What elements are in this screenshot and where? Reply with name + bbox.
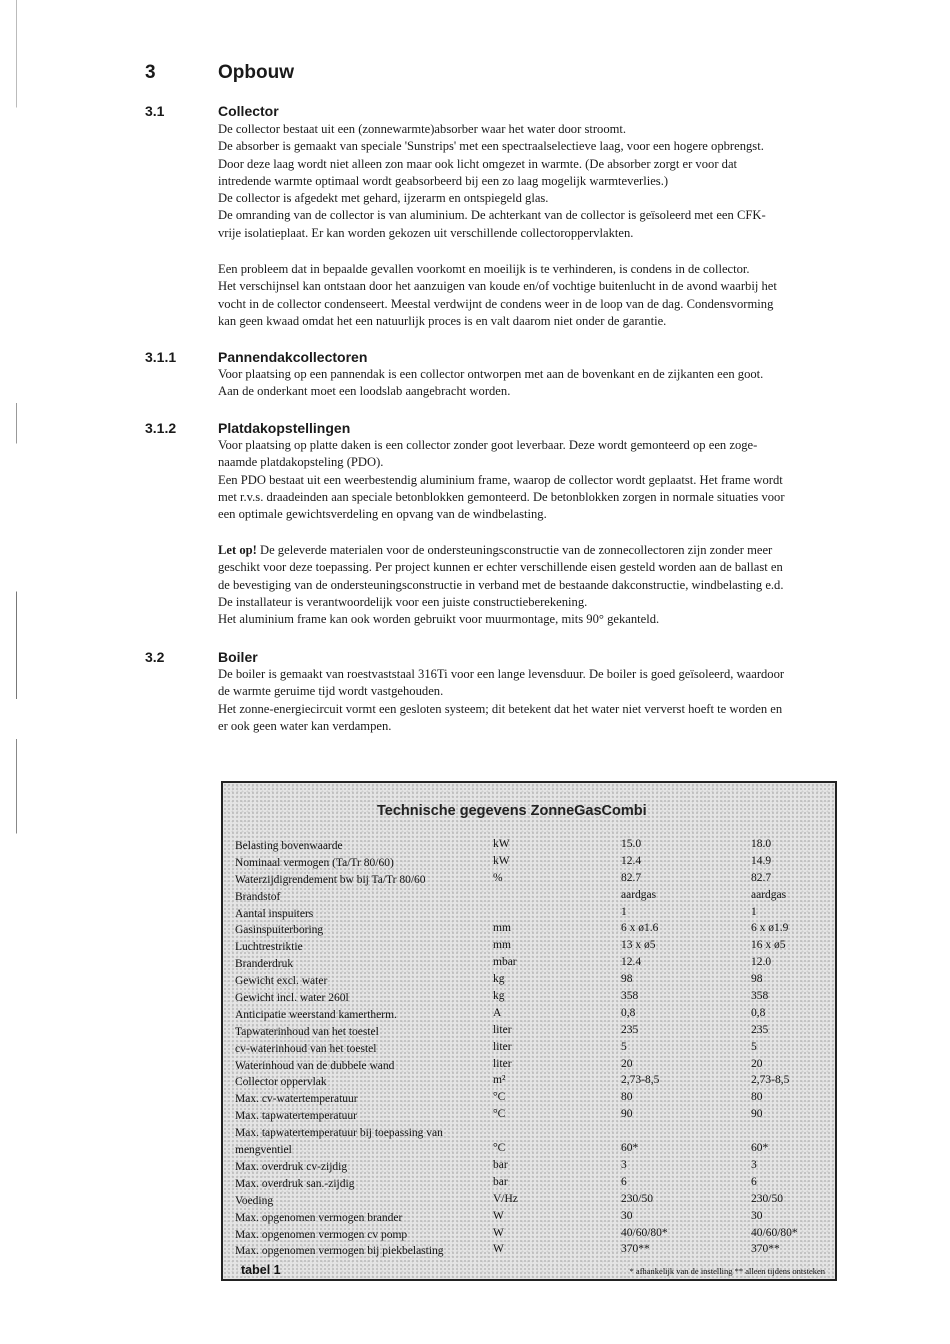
- table-row: [223, 1159, 835, 1176]
- boiler-paragraph: De boiler is gemaakt van roestvaststaal 316Ti voor een lange levensduur. De boiler is goed geïsoleerd, waardoor de warmte geruime tijd wordt vastgehouden. Het zonne-energiecircuit vormt een gesloten systeem; dit betekent dat het water niet ververst hoeft te worden en er ook geen water kan verdampen.: [218, 667, 785, 733]
- table-row: [223, 973, 835, 990]
- table-row: [223, 1176, 835, 1193]
- row-label: Waterzijdigrendement bw bij Ta/Tr 80/60: [235, 873, 426, 886]
- platdak-paragraph-1: Voor plaatsing op platte daken is een collector zonder goot leverbaar. Deze wordt gemonteerd op een zoge- naamde platdakopsteling (PDO). Een PDO bestaat uit een weerbestendig aluminium frame, waarop de collector wordt geplaatst. Het frame wordt met r.v.s. draadeinden aan speciale betonblokken gemonteerd. De betonblokken zorgen in normale situaties voor een optimale gewichtsverdeling en opvang van de windbelasting.: [218, 438, 785, 522]
- value-col-2: 6: [751, 1175, 757, 1188]
- table-row: [223, 922, 835, 939]
- row-label: Tapwaterinhoud van het toestel: [235, 1025, 379, 1038]
- value-col-1: 358: [621, 990, 639, 1003]
- chapter-title: Opbouw: [218, 62, 294, 83]
- table-row: [223, 838, 835, 855]
- row-unit: liter: [493, 1023, 512, 1036]
- row-label: Brandstof: [235, 890, 281, 903]
- row-label: cv-waterinhoud van het toestel: [235, 1042, 377, 1055]
- value-col-1: 1: [621, 905, 627, 918]
- value-col-2: 20: [751, 1057, 763, 1070]
- row-unit: mm: [493, 922, 511, 935]
- value-col-2: 5: [751, 1040, 757, 1053]
- table-row: [223, 1007, 835, 1024]
- row-label: Gewicht excl. water: [235, 975, 328, 988]
- value-col-2: 16 x ø5: [751, 939, 786, 952]
- value-col-2: 2,73-8,5: [751, 1074, 790, 1087]
- row-label: Max. tapwatertemperatuur: [235, 1110, 357, 1123]
- row-label: Max. opgenomen vermogen brander: [235, 1211, 403, 1224]
- table-row: [223, 1058, 835, 1075]
- value-col-2: 40/60/80*: [751, 1226, 798, 1239]
- collector-paragraph-1: De collector bestaat uit een (zonnewarmte)absorber waar het water door stroomt. De absorber is gemaakt van speciale 'Sunstrips' met een spectraalselectieve laag, voor een hogere opbrengst. Door deze laag wordt niet alleen zon maar ook licht omgezet in warmte. (De absorber zorgt er voor dat intredende warmte optimaal wordt geabsorbeerd bij een zo laag mogelijk warmteverlies.) De collector is afgedekt met gehard, ijzerarm en ontspiegeld glas. De omranding van de collector is van aluminium. De achterkant van de collector is geïsoleerd met een CFK- vrije isolatieplaat. Er kan worden gekozen uit verschillende collectoroppervlakten.: [218, 122, 766, 240]
- value-col-2: 3: [751, 1158, 757, 1171]
- value-col-1: 80: [621, 1091, 633, 1104]
- row-label: Voeding: [235, 1194, 274, 1207]
- section-title: Platdakopstellingen: [218, 420, 351, 436]
- row-unit: °C: [493, 1142, 506, 1155]
- row-label: Max. overdruk san.-zijdig: [235, 1177, 355, 1190]
- technical-data-table: [221, 781, 837, 1281]
- row-label: Max. opgenomen vermogen cv pomp: [235, 1228, 408, 1241]
- row-label: Belasting bovenwaarde: [235, 840, 343, 852]
- value-col-2: 370**: [751, 1243, 780, 1256]
- row-unit: liter: [493, 1057, 512, 1070]
- value-col-2: 82.7: [751, 871, 772, 884]
- row-unit: m²: [493, 1074, 506, 1087]
- table-row: [223, 1243, 835, 1260]
- value-col-2: 235: [751, 1023, 769, 1036]
- value-col-1: 235: [621, 1023, 639, 1036]
- value-col-2: 90: [751, 1108, 763, 1121]
- row-unit: kg: [493, 973, 505, 986]
- value-col-1: 2,73-8,5: [621, 1074, 660, 1087]
- collector-paragraph-2: Een probleem dat in bepaalde gevallen voorkomt en moeilijk is te verhinderen, is condens in de collector. Het verschijnsel kan ontstaan door het aanzuigen van koude en/of vochtige buitenlucht in de avond waarbij het vocht in de collector condenseert. Meestal verdwijnt de condens weer in de loop van de dag. Condensvorming kan geen kwaad omdat het een natuurlijk proces is en valt daarom niet onder de garantie.: [218, 262, 777, 328]
- row-unit: W: [493, 1209, 504, 1222]
- row-unit: bar: [493, 1175, 508, 1188]
- section-number: 3.1: [145, 103, 165, 119]
- table-row: [223, 1074, 835, 1091]
- table-row: [223, 906, 835, 923]
- table-row: [223, 889, 835, 906]
- section-title: Collector: [218, 103, 279, 119]
- value-col-2: 60*: [751, 1142, 769, 1155]
- row-unit: °C: [493, 1091, 506, 1104]
- row-label: Gewicht incl. water 260l: [235, 992, 349, 1005]
- value-col-2: 6 x ø1.9: [751, 922, 789, 935]
- row-unit: W: [493, 1243, 504, 1256]
- section-title: Boiler: [218, 649, 258, 665]
- row-unit: mm: [493, 939, 511, 952]
- row-label: Max. opgenomen vermogen bij piekbelasting: [235, 1245, 444, 1258]
- value-col-2: 80: [751, 1091, 763, 1104]
- table-body: [223, 838, 835, 1260]
- scan-margin-line: [16, 0, 17, 1344]
- row-unit: W: [493, 1226, 504, 1239]
- value-col-1: 15.0: [621, 838, 642, 850]
- table-row: [223, 1041, 835, 1058]
- value-col-2: 12.0: [751, 956, 772, 969]
- row-label: Max. cv-watertemperatuur: [235, 1093, 358, 1106]
- row-unit: °C: [493, 1108, 506, 1121]
- row-unit: %: [493, 871, 503, 884]
- value-col-1: 60*: [621, 1142, 639, 1155]
- row-label: Max. overdruk cv-zijdig: [235, 1160, 348, 1173]
- value-col-2: aardgas: [751, 888, 787, 901]
- value-col-2: 30: [751, 1209, 763, 1222]
- section-number: 3.2: [145, 649, 165, 665]
- value-col-1: 90: [621, 1108, 633, 1121]
- value-col-1: 40/60/80*: [621, 1226, 668, 1239]
- value-col-2: 1: [751, 905, 757, 918]
- value-col-1: 230/50: [621, 1192, 653, 1205]
- value-col-1: aardgas: [621, 888, 657, 901]
- row-unit: bar: [493, 1158, 508, 1171]
- value-col-1: 3: [621, 1158, 627, 1171]
- table-row: [223, 1091, 835, 1108]
- row-unit: V/Hz: [493, 1192, 518, 1205]
- row-label: Luchtrestriktie: [235, 941, 303, 954]
- value-col-1: 6: [621, 1175, 627, 1188]
- pannendak-paragraph: Voor plaatsing op een pannendak is een collector ontworpen met aan de bovenkant en de zijkanten een goot. Aan de onderkant moet een loodslab aangebracht worden.: [218, 367, 764, 399]
- table-row: [223, 1210, 835, 1227]
- row-label: Waterinhoud van de dubbele wand: [235, 1059, 395, 1072]
- row-label: Nominaal vermogen (Ta/Tr 80/60): [235, 856, 394, 869]
- table-row: [223, 939, 835, 956]
- value-col-1: 6 x ø1.6: [621, 922, 659, 935]
- value-col-1: 13 x ø5: [621, 939, 656, 952]
- value-col-1: 0,8: [621, 1006, 636, 1019]
- section-number: 3.1.1: [145, 349, 177, 365]
- row-label: Collector oppervlak: [235, 1076, 327, 1089]
- table-row: [223, 1125, 835, 1159]
- table-row: [223, 956, 835, 973]
- table-row: [223, 855, 835, 872]
- value-col-2: 0,8: [751, 1006, 766, 1019]
- value-col-1: 20: [621, 1057, 633, 1070]
- table-row: [223, 1227, 835, 1244]
- value-col-1: 82.7: [621, 871, 642, 884]
- value-col-1: 370**: [621, 1243, 650, 1256]
- table-row: [223, 1108, 835, 1125]
- table-row: [223, 1024, 835, 1041]
- platdak-paragraph-2: Let op! De geleverde materialen voor de ondersteuningsconstructie van de zonnecollectoren zijn zonder meer geschikt voor deze toepassing. Per project kunnen er echter verschillende eisen gesteld worden aan de ballast en de bevestiging van de ondersteuningsconstructie in verband met de bestaande dakconstructie, windbelasting e.d. De installateur is verantwoordelijk voor een juiste constructieberekening. Het aluminium frame kan ook worden gebruikt voor muurmontage, mits 90° gekanteld.: [218, 543, 784, 627]
- row-label: Max. tapwatertemperatuur bij toepassing van mengventiel: [235, 1127, 443, 1157]
- row-unit: kW: [493, 854, 510, 867]
- value-col-2: 358: [751, 990, 769, 1003]
- row-unit: A: [493, 1006, 502, 1019]
- table-row: [223, 872, 835, 889]
- section-title: Pannendakcollectoren: [218, 349, 368, 365]
- value-col-2: 230/50: [751, 1192, 783, 1205]
- value-col-2: 14.9: [751, 854, 772, 867]
- row-label: Aantal inspuiters: [235, 907, 314, 920]
- row-label: Anticipatie weerstand kamertherm.: [235, 1008, 397, 1021]
- row-unit: liter: [493, 1040, 512, 1053]
- section-number: 3.1.2: [145, 420, 177, 436]
- section-number: 3: [145, 62, 156, 83]
- table-title: Technische gegevens ZonneGasCombi: [377, 803, 647, 819]
- let-op-label: Let op!: [218, 543, 257, 557]
- value-col-1: 12.4: [621, 956, 642, 969]
- row-unit: kg: [493, 990, 505, 1003]
- row-unit: mbar: [493, 956, 517, 969]
- row-label: Gasinspuiterboring: [235, 924, 324, 937]
- value-col-1: 5: [621, 1040, 627, 1053]
- table-footnote: * afhankelijk van de instelling ** alleen tijdens ontsteken: [629, 1266, 825, 1276]
- value-col-1: 98: [621, 973, 633, 986]
- value-col-2: 98: [751, 973, 763, 986]
- row-unit: kW: [493, 838, 510, 850]
- value-col-1: 12.4: [621, 854, 642, 867]
- table-caption: tabel 1: [241, 1263, 281, 1277]
- value-col-1: 30: [621, 1209, 633, 1222]
- table-row: [223, 1193, 835, 1210]
- row-label: Branderdruk: [235, 958, 294, 971]
- value-col-2: 18.0: [751, 838, 772, 850]
- table-row: [223, 990, 835, 1007]
